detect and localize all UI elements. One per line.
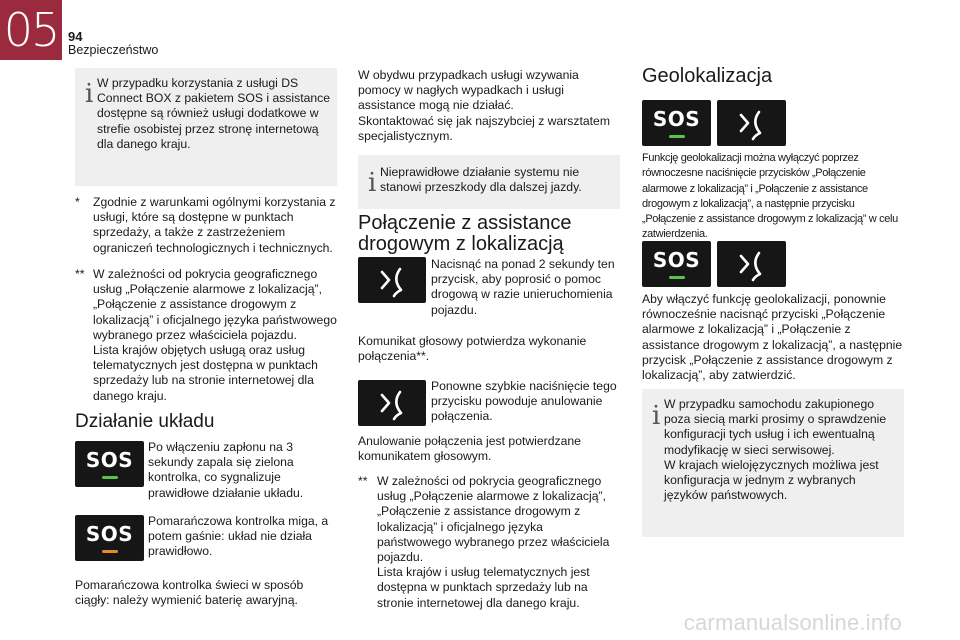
footnote-text: Zgodnie z warunkami ogólnymi korzystania z usługi, które są dostępne w punktach sprzedaży, a także z zastrzeżeniem ograniczeń technologicznych i technicznych.: [93, 195, 336, 255]
section-heading: Połączenie z assistance drogowym z lokalizacją: [358, 212, 572, 255]
info-box-configuration: [642, 389, 904, 537]
sos-button-orange-light: [75, 515, 144, 561]
assistance-button: [717, 100, 786, 146]
sos-label: SOS: [85, 448, 134, 472]
info-icon: i: [368, 168, 377, 198]
sos-orange-description: Pomarańczowa kontrolka miga, a potem gaśnie: układ nie działa prawidłowo.: [148, 514, 329, 559]
assistance-button: [358, 380, 426, 426]
watermark: carmanualsonline.info: [683, 610, 902, 635]
sos-green-description: Po włączeniu zapłonu na 3 sekundy zapala się zielona kontrolka, co sygnalizuje prawidłowe działanie układu.: [148, 440, 304, 500]
green-led-icon: [669, 276, 685, 279]
assistance-step2: Ponowne szybkie naciśnięcie tego przycisku powoduje anulowanie połączenia.: [431, 379, 617, 424]
sos-button: [642, 100, 711, 146]
geolocation-disable-text: Funkcję geolokalizacji można wyłączyć poprzez równoczesne naciśnięcie przycisków „Połączenie alarmowe z lokalizacją” i „Połączenie z assistance drogowym z lokalizacją”, a następnie przycisku „Połączenie z assistance drogowym z lokalizacją” w celu zatwierdzenia.: [642, 152, 898, 241]
intro-paragraph: W obydwu przypadkach usługi wzywania pomocy w nagłych wypadkach i usługi assistance mogą nie działać. Skontaktować się jak najszybciej z warsztatem specjalistycznym.: [358, 68, 610, 143]
green-led-icon: [102, 476, 118, 479]
info-box-malfunction: [358, 155, 620, 209]
sos-label: SOS: [652, 248, 701, 272]
geolocation-enable-text: Aby włączyć funkcję geolokalizacji, ponownie równocześnie nacisnąć przyciski „Połączenie alarmowe z lokalizacją” i „Połączenie z assistance drogowym z lokalizacją”, a następnie przycisk „Połączenie z assistance drogowym z lokalizacją”, aby zatwierdzić.: [642, 292, 903, 383]
info-icon: i: [652, 401, 661, 431]
footnote-mark: **: [358, 474, 368, 488]
closing-paragraph: Pomarańczowa kontrolka świeci w sposób ciągły: należy wymienić baterię awaryjną.: [75, 578, 304, 608]
cancel-confirm-text: Anulowanie połączenia jest potwierdzane komunikatem głosowym.: [358, 434, 581, 464]
sos-label: SOS: [85, 522, 134, 546]
info-box-ds-connect: [75, 68, 337, 186]
sos-button-green-light: [75, 441, 144, 487]
footnote-text: W zależności od pokrycia geograficznego usług „Połączenie alarmowe z lokalizacją”, „Połączenie z assistance drogowym z lokalizacją” i oficjalnego języka państwowego wybranego przez właściciela pojazdu. Lista krajów i usług telematycznych jest dostępna w punktach sprzedaży lub na stronie internetowej dla danego kraju.: [377, 474, 610, 610]
footnote-mark: **: [75, 267, 85, 281]
orange-led-icon: [102, 550, 118, 553]
wrench-ds-icon: [717, 241, 786, 287]
info-note-text: W przypadku korzystania z usługi DS Connect BOX z pakietem SOS i assistance dostępne są również usługi dodatkowe w strefie osobistej przez stronę internetową dla danego kraju.: [97, 76, 331, 151]
footnote-mark: *: [75, 195, 80, 209]
green-led-icon: [669, 135, 685, 138]
sos-button: [642, 241, 711, 287]
info-note-text: W przypadku samochodu zakupionego poza siecią marki prosimy o sprawdzenie konfiguracji tych usług i ich ewentualną modyfikację w sieci serwisowej. W krajach wielojęzycznych możliwa jest konfiguracja w jednym z wybranych języków państwowych.: [664, 397, 887, 503]
wrench-ds-icon: [358, 257, 426, 303]
assistance-button: [358, 257, 426, 303]
assistance-step1: Nacisnąć na ponad 2 sekundy ten przycisk, aby poprosić o pomoc drogową w razie unieruchomienia pojazdu.: [431, 257, 615, 317]
chapter-tab: 05: [0, 0, 62, 60]
section-heading: Geolokalizacja: [642, 65, 773, 87]
footnote-text: W zależności od pokrycia geograficznego usług „Połączenie alarmowe z lokalizacją”, „Połączenie z assistance drogowym z lokalizacją” i oficjalnego języka państwowego wybranego przez właściciela pojazdu. Lista krajów objętych usługą oraz usług telematycznych jest dostępna w punktach sprzedaży lub na stronie internetowej dla danego kraju.: [93, 267, 337, 403]
sos-label: SOS: [652, 107, 701, 131]
info-note-text: Nieprawidłowe działanie systemu nie stanowi przeszkody dla dalszej jazdy.: [380, 165, 582, 195]
section-heading: Działanie układu: [75, 411, 215, 432]
info-icon: i: [85, 79, 94, 109]
page-number: 94: [68, 29, 83, 44]
call-confirm-text: Komunikat głosowy potwierdza wykonanie połączenia**.: [358, 334, 587, 364]
wrench-ds-icon: [717, 100, 786, 146]
assistance-button: [717, 241, 786, 287]
wrench-ds-icon: [358, 380, 426, 426]
section-title: Bezpieczeństwo: [68, 43, 159, 57]
